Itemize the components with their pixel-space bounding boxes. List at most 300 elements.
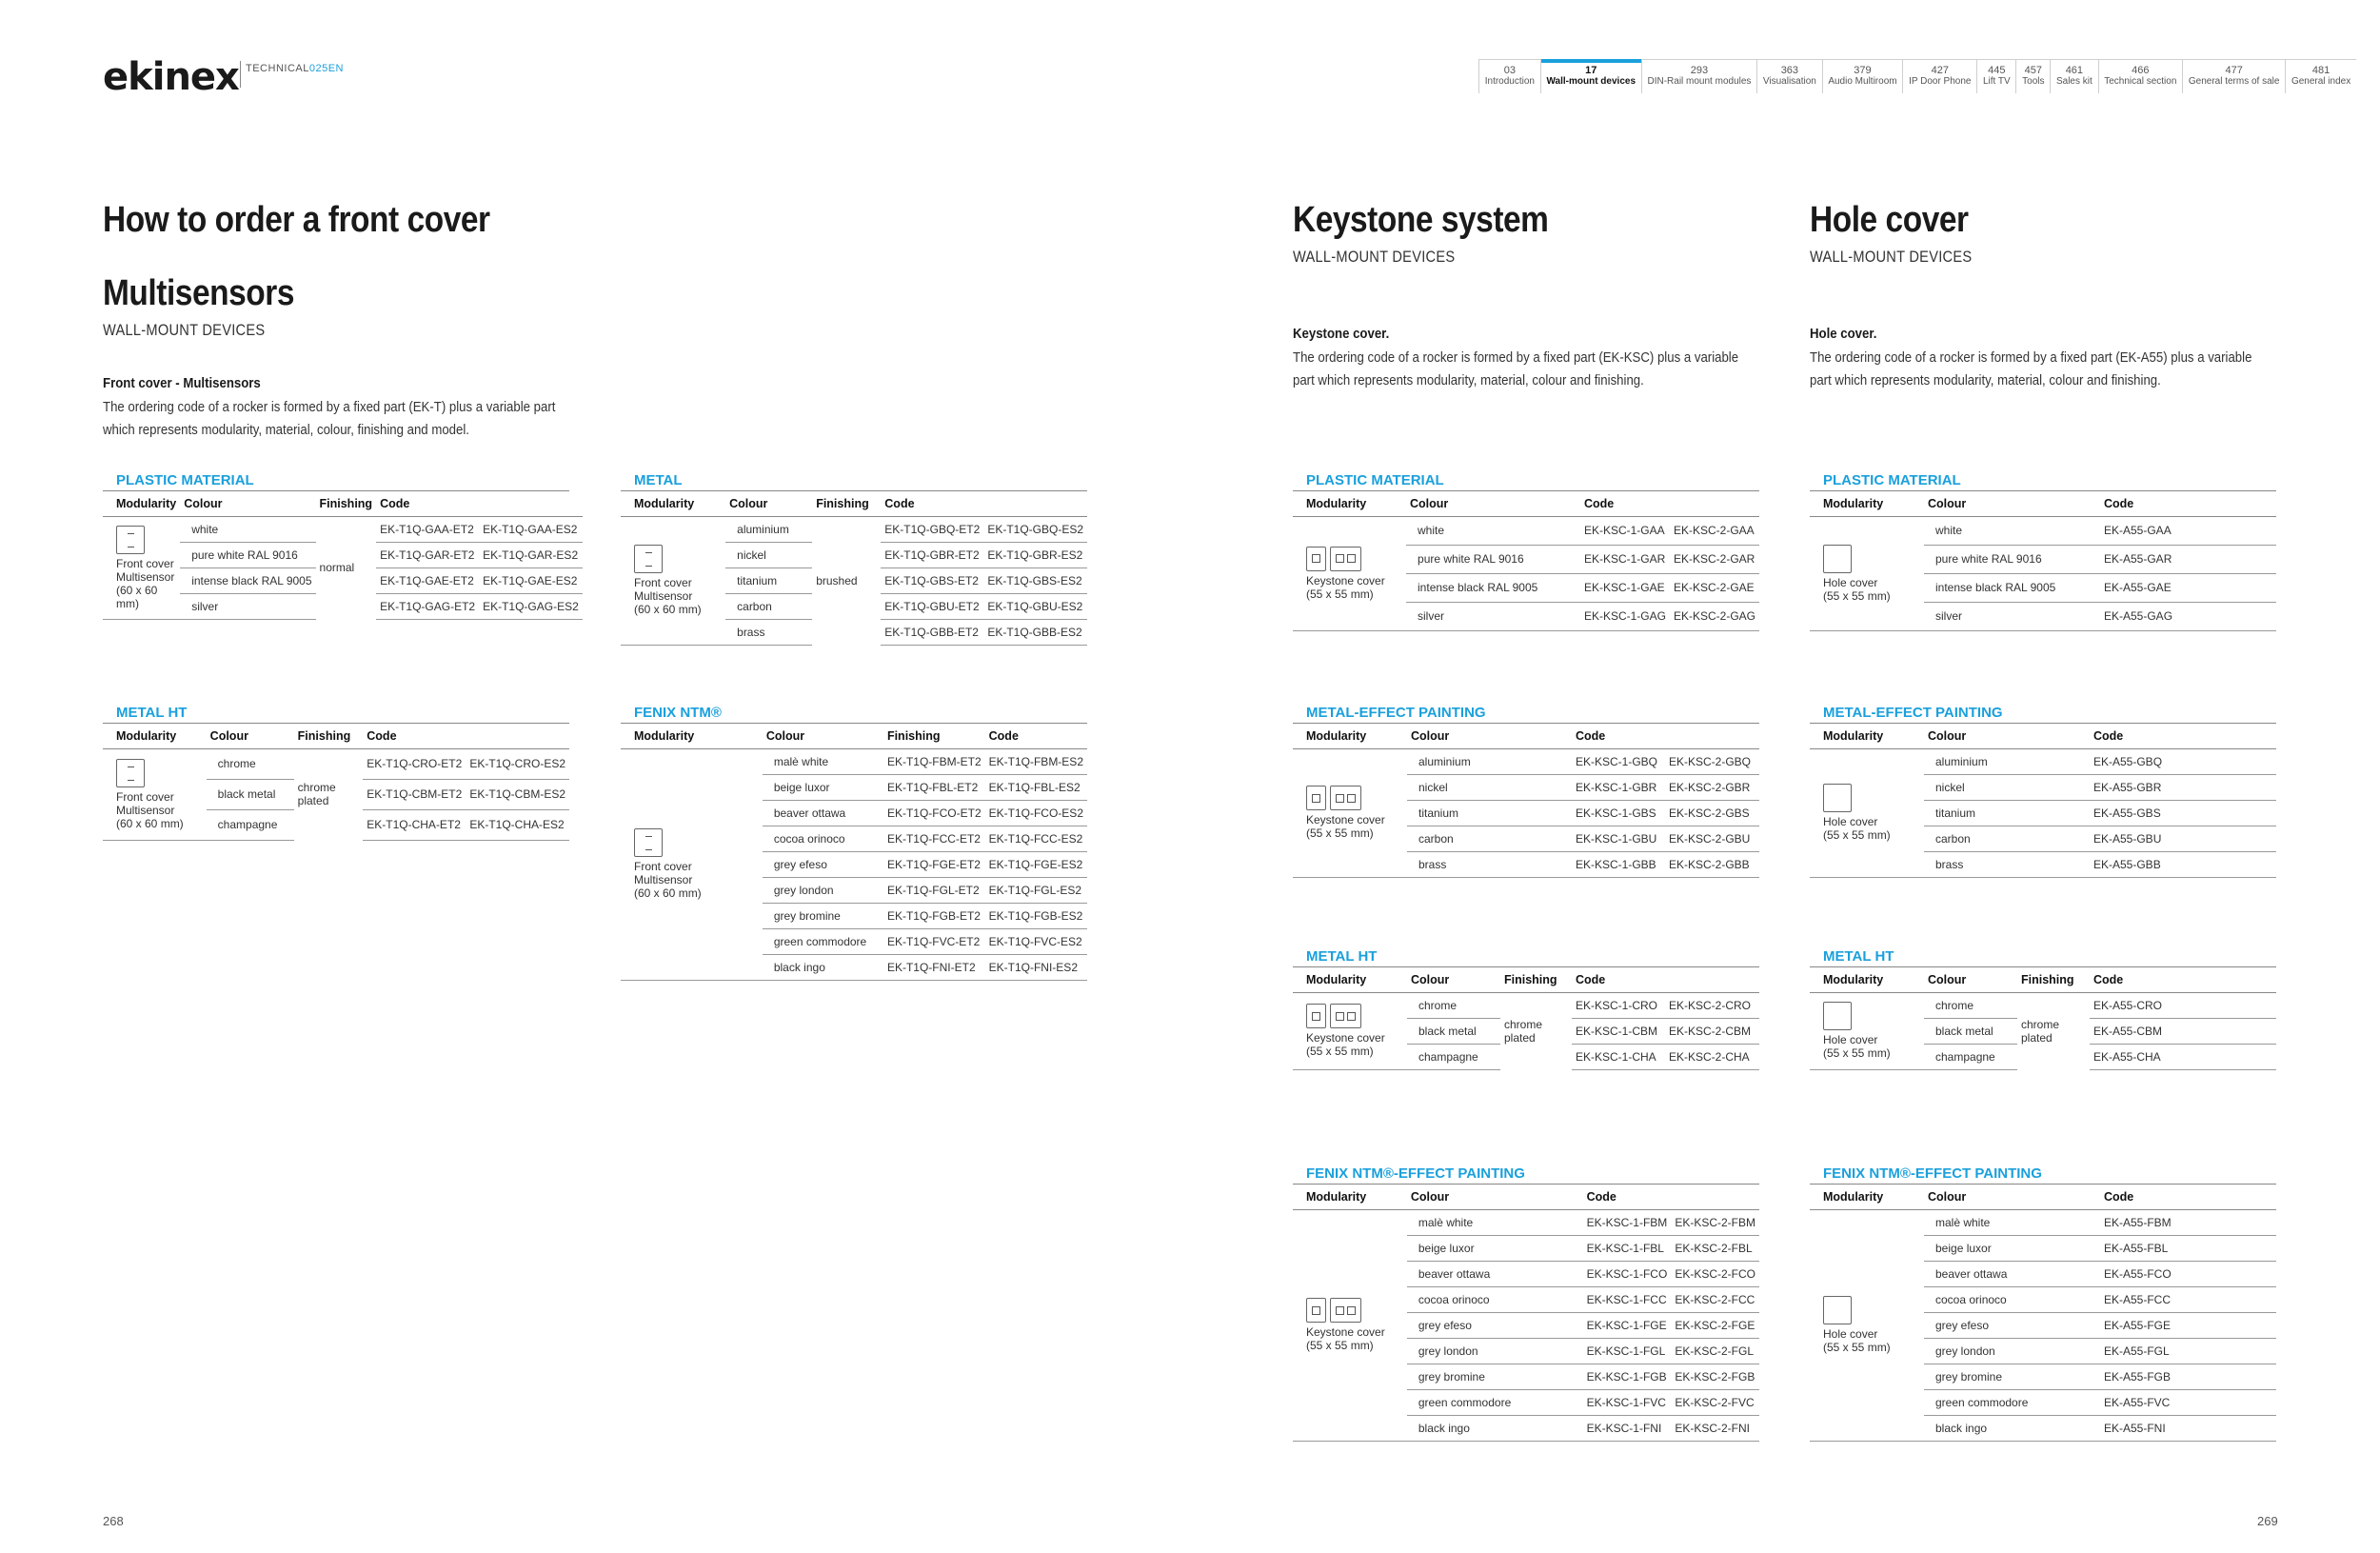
- hole-cover-module-icon: [1823, 1002, 1852, 1030]
- module-label-line: (60 x 60 mm): [116, 583, 158, 610]
- header-code: Code: [1580, 491, 1759, 516]
- colour-cell: chrome: [1924, 992, 2017, 1018]
- modularity-cell: [103, 748, 207, 840]
- module-label-line: Multisensor: [116, 569, 175, 584]
- code-cell: EK-KSC-1-CRO: [1572, 992, 1665, 1018]
- nav-item[interactable]: [2015, 60, 2050, 93]
- colour-cell: black metal: [1407, 1018, 1500, 1044]
- nav-page: 481: [2311, 65, 2330, 76]
- code-cell: EK-T1Q-GBR-ET2: [881, 542, 983, 567]
- colour-cell: carbon: [1924, 826, 2090, 851]
- module-label-line: (55 x 55 mm): [1306, 1045, 1374, 1058]
- colour-cell: silver: [180, 593, 315, 619]
- header-modularity: Modularity: [1293, 967, 1407, 992]
- finishing-cell: [1500, 992, 1572, 1069]
- colour-cell: green commodore: [1407, 1389, 1583, 1415]
- nav-item[interactable]: [1478, 60, 1540, 93]
- table-section-title: PLASTIC MATERIAL: [1810, 470, 2276, 491]
- header-code: Code: [2090, 724, 2276, 748]
- nav-label: Wall-mount devices: [1546, 76, 1636, 87]
- header-colour: Colour: [1406, 491, 1580, 516]
- header-modularity: Modularity: [621, 724, 763, 748]
- colour-cell: pure white RAL 9016: [1406, 545, 1580, 573]
- code-cell: EK-A55-FCC: [2100, 1286, 2276, 1312]
- code-cell: EK-KSC-2-CHA: [1665, 1044, 1759, 1069]
- nav-item[interactable]: [1902, 60, 1976, 93]
- code-cell: EK-KSC-2-FBL: [1671, 1235, 1759, 1261]
- code-cell: EK-T1Q-CHA-ET2: [363, 809, 466, 840]
- code-cell: EK-KSC-1-FBM: [1583, 1209, 1672, 1235]
- header-colour: Colour: [725, 491, 812, 516]
- code-cell: EK-KSC-2-GAG: [1670, 602, 1759, 630]
- finishing-line: plated: [297, 794, 329, 808]
- code-cell: EK-KSC-2-GBR: [1665, 774, 1759, 800]
- code-cell: EK-T1Q-CHA-ES2: [466, 809, 569, 840]
- nav-item[interactable]: [1822, 60, 1903, 93]
- nav-page: 477: [2225, 65, 2243, 76]
- page-number-left: 268: [103, 1514, 124, 1528]
- code-cell: EK-A55-FNI: [2100, 1415, 2276, 1441]
- modularity-cell: [103, 516, 180, 619]
- keystone-2-port-icon: [1330, 547, 1361, 571]
- table-section-title: METAL HT: [1810, 946, 2276, 967]
- colour-cell: grey london: [763, 877, 883, 903]
- code-cell: EK-KSC-1-GAA: [1580, 516, 1670, 545]
- header-modularity: Modularity: [1293, 724, 1407, 748]
- code-cell: EK-KSC-1-FCC: [1583, 1286, 1672, 1312]
- module-label-line: (60 x 60 mm): [116, 816, 184, 830]
- colour-cell: green commodore: [763, 928, 883, 954]
- hole-cover-title: Hole cover: [1810, 200, 1969, 240]
- nav-item[interactable]: [2182, 60, 2285, 93]
- module-label-line: (55 x 55 mm): [1823, 1341, 1891, 1354]
- modularity-cell: [1293, 1209, 1407, 1441]
- table-section-title: METAL-EFFECT PAINTING: [1810, 703, 2276, 724]
- code-cell: EK-T1Q-FCC-ET2: [883, 826, 985, 851]
- colour-cell: pure white RAL 9016: [1924, 545, 2100, 573]
- code-cell: EK-T1Q-GAE-ET2: [376, 567, 479, 593]
- code-cell: EK-KSC-2-FVC: [1671, 1389, 1759, 1415]
- code-cell: EK-KSC-1-GBQ: [1572, 748, 1665, 774]
- finishing-line: plated: [1504, 1030, 1536, 1045]
- code-cell: EK-T1Q-FGL-ET2: [883, 877, 985, 903]
- colour-cell: malè white: [1924, 1209, 2100, 1235]
- nav-item[interactable]: [1976, 60, 2015, 93]
- nav-page: 17: [1585, 65, 1597, 76]
- module-label-line: Hole cover: [1823, 1033, 1878, 1046]
- module-label-line: (55 x 55 mm): [1823, 588, 1891, 603]
- code-cell: EK-T1Q-FVC-ET2: [883, 928, 985, 954]
- table-section-title: METAL: [621, 470, 1087, 491]
- code-cell: EK-KSC-2-GBB: [1665, 851, 1759, 877]
- nav-label: General terms of sale: [2188, 76, 2280, 87]
- code-cell: EK-A55-GBQ: [2090, 748, 2276, 774]
- header-code: Code: [2090, 967, 2276, 992]
- table-section-title: FENIX NTM®: [621, 703, 1087, 724]
- modularity-cell: [1810, 748, 1924, 877]
- table-section-title: METAL HT: [103, 703, 569, 724]
- code-cell: EK-KSC-2-FCO: [1671, 1261, 1759, 1286]
- module-label-line: Multisensor: [634, 589, 693, 603]
- colour-cell: grey london: [1924, 1338, 2100, 1364]
- colour-cell: aluminium: [1924, 748, 2090, 774]
- module-label-line: (55 x 55 mm): [1306, 826, 1374, 840]
- modularity-cell: [1293, 516, 1406, 630]
- nav-label: Introduction: [1484, 76, 1535, 87]
- nav-page: 445: [1988, 65, 2006, 76]
- lead-text: The ordering code of a rocker is formed by a fixed part (EK-T) plus a variable part which represents modularity, material, colour, finishing and model.: [103, 399, 556, 438]
- colour-cell: grey bromine: [763, 903, 883, 928]
- colour-cell: carbon: [725, 593, 812, 619]
- table-row: [1810, 748, 2276, 774]
- hole-cover-module-icon: [1823, 1296, 1852, 1324]
- multisensor-module-icon: [116, 759, 145, 787]
- code-cell: EK-T1Q-GBR-ES2: [983, 542, 1087, 567]
- hole-cover-fenix-table: [1810, 1164, 2276, 1442]
- nav-page: 457: [2024, 65, 2042, 76]
- code-cell: EK-A55-FBM: [2100, 1209, 2276, 1235]
- code-cell: EK-T1Q-GAG-ES2: [479, 593, 583, 619]
- header-colour: Colour: [1924, 967, 2017, 992]
- code-cell: EK-T1Q-GBU-ET2: [881, 593, 983, 619]
- code-cell: EK-T1Q-CBM-ET2: [363, 779, 466, 809]
- nav-item-active[interactable]: [1540, 60, 1641, 93]
- colour-cell: beaver ottawa: [1407, 1261, 1583, 1286]
- colour-cell: black ingo: [1924, 1415, 2100, 1441]
- keystone-2-port-icon: [1330, 1298, 1361, 1323]
- colour-cell: malè white: [763, 748, 883, 774]
- code-cell: EK-KSC-1-FGL: [1583, 1338, 1672, 1364]
- colour-cell: green commodore: [1924, 1389, 2100, 1415]
- nav-item[interactable]: [1756, 60, 1821, 93]
- code-cell: EK-KSC-2-FGE: [1671, 1312, 1759, 1338]
- header-code: Code: [1572, 967, 1759, 992]
- code-cell: EK-T1Q-GAE-ES2: [479, 567, 583, 593]
- colour-cell: grey efeso: [1407, 1312, 1583, 1338]
- nav-page: 427: [1931, 65, 1949, 76]
- colour-cell: chrome: [1407, 992, 1500, 1018]
- table-row: [1810, 992, 2276, 1018]
- colour-cell: cocoa orinoco: [1407, 1286, 1583, 1312]
- hole-cover-metal-ht-table: [1810, 946, 2276, 1070]
- nav-label: Sales kit: [2055, 76, 2092, 87]
- code-cell: EK-A55-GBU: [2090, 826, 2276, 851]
- code-cell: EK-A55-CRO: [2090, 992, 2276, 1018]
- finishing-cell: brushed: [816, 573, 858, 587]
- table-row: [1810, 1209, 2276, 1235]
- modularity-cell: [1293, 748, 1407, 877]
- colour-cell: titanium: [1407, 800, 1572, 826]
- header-code: Code: [2100, 1185, 2276, 1209]
- catalogue-tag: [246, 63, 344, 74]
- code-cell: EK-T1Q-GBQ-ES2: [983, 516, 1087, 542]
- nav-label: General index: [2291, 76, 2351, 87]
- hole-cover-module-icon: [1823, 784, 1852, 812]
- code-cell: EK-KSC-1-CBM: [1572, 1018, 1665, 1044]
- multisensor-plastic-table: [103, 470, 579, 620]
- header-modularity: Modularity: [103, 724, 207, 748]
- header-code: Code: [881, 491, 1087, 516]
- nav-item[interactable]: [2285, 60, 2356, 93]
- colour-cell: cocoa orinoco: [763, 826, 883, 851]
- page-title: How to order a front cover: [103, 200, 490, 240]
- colour-cell: carbon: [1407, 826, 1572, 851]
- hole-cover-metal-effect-table: [1810, 703, 2276, 878]
- header-code: Code: [1572, 724, 1759, 748]
- code-cell: EK-T1Q-GAA-ET2: [376, 516, 479, 542]
- module-label-line: Keystone cover: [1306, 1325, 1385, 1339]
- nav-item[interactable]: [1641, 60, 1756, 93]
- code-cell: EK-T1Q-FCC-ES2: [985, 826, 1087, 851]
- nav-page: 03: [1503, 65, 1516, 76]
- multisensor-module-icon: [634, 828, 663, 857]
- code-cell: EK-T1Q-CBM-ES2: [466, 779, 569, 809]
- colour-cell: grey bromine: [1924, 1364, 2100, 1389]
- header-modularity: Modularity: [1810, 724, 1924, 748]
- hole-cover-category: WALL-MOUNT DEVICES: [1810, 248, 1973, 266]
- code-cell: EK-T1Q-FNI-ET2: [883, 954, 985, 980]
- header-modularity: Modularity: [1293, 1185, 1407, 1209]
- code-cell: EK-KSC-2-FBM: [1671, 1209, 1759, 1235]
- code-cell: EK-KSC-1-GBB: [1572, 851, 1665, 877]
- colour-cell: silver: [1406, 602, 1580, 630]
- module-label-line: Keystone cover: [1306, 573, 1385, 587]
- nav-label: DIN-Rail mount modules: [1647, 76, 1752, 87]
- nav-label: Technical section: [2104, 76, 2177, 87]
- header-code: Code: [1583, 1185, 1759, 1209]
- code-cell: EK-T1Q-GAR-ET2: [376, 542, 479, 567]
- colour-cell: grey efeso: [1924, 1312, 2100, 1338]
- table-row: [1293, 516, 1759, 545]
- header-modularity: Modularity: [103, 491, 180, 516]
- header-colour: Colour: [207, 724, 294, 748]
- table-section-title: PLASTIC MATERIAL: [1293, 470, 1759, 491]
- code-cell: EK-T1Q-GAA-ES2: [479, 516, 583, 542]
- code-cell: EK-KSC-1-GBR: [1572, 774, 1665, 800]
- colour-cell: black metal: [1924, 1018, 2017, 1044]
- code-cell: EK-KSC-1-FGE: [1583, 1312, 1672, 1338]
- nav-label: Tools: [2022, 76, 2045, 87]
- code-cell: EK-A55-FGB: [2100, 1364, 2276, 1389]
- colour-cell: intense black RAL 9005: [180, 567, 315, 593]
- header-modularity: Modularity: [1810, 1185, 1924, 1209]
- colour-cell: malè white: [1407, 1209, 1583, 1235]
- section-title: Multisensors: [103, 273, 294, 313]
- nav-page: 379: [1854, 65, 1872, 76]
- colour-cell: titanium: [725, 567, 812, 593]
- nav-label: IP Door Phone: [1909, 76, 1972, 87]
- table-section-title: FENIX NTM®-EFFECT PAINTING: [1810, 1164, 2276, 1185]
- code-cell: EK-T1Q-FCO-ES2: [985, 800, 1087, 826]
- code-cell: EK-KSC-2-CBM: [1665, 1018, 1759, 1044]
- module-label-line: Multisensor: [634, 873, 693, 886]
- chapter-nav: [1478, 59, 2356, 93]
- code-cell: EK-T1Q-FBM-ET2: [883, 748, 985, 774]
- keystone-fenix-table: [1293, 1164, 1759, 1442]
- code-cell: EK-T1Q-GBS-ES2: [983, 567, 1087, 593]
- nav-label: Visualisation: [1762, 76, 1816, 87]
- table-section-title: FENIX NTM®-EFFECT PAINTING: [1293, 1164, 1759, 1185]
- module-label-line: (55 x 55 mm): [1306, 587, 1374, 601]
- keystone-1-port-icon: [1306, 547, 1326, 571]
- modularity-cell: [1810, 1209, 1924, 1441]
- keystone-plastic-table: [1293, 470, 1759, 631]
- keystone-2-port-icon: [1330, 786, 1361, 810]
- module-label-line: Keystone cover: [1306, 1031, 1385, 1045]
- code-cell: EK-KSC-2-FGL: [1671, 1338, 1759, 1364]
- keystone-metal-effect-table: [1293, 703, 1759, 878]
- multisensor-metal-ht-table: [103, 703, 569, 841]
- finishing-line: chrome: [2021, 1017, 2060, 1031]
- nav-page: 466: [2132, 65, 2150, 76]
- colour-cell: champagne: [1407, 1044, 1500, 1069]
- catalogue-tag-code: 025EN: [308, 63, 344, 74]
- header-finishing: Finishing: [1500, 967, 1572, 992]
- module-label-line: (60 x 60 mm): [634, 886, 702, 900]
- code-cell: EK-A55-GBS: [2090, 800, 2276, 826]
- colour-cell: pure white RAL 9016: [180, 542, 315, 567]
- code-cell: EK-KSC-2-GBQ: [1665, 748, 1759, 774]
- keystone-title: Keystone system: [1293, 200, 1549, 240]
- table-row: [1293, 748, 1759, 774]
- keystone-metal-ht-table: [1293, 946, 1759, 1070]
- colour-cell: brass: [1407, 851, 1572, 877]
- code-cell: EK-T1Q-FBM-ES2: [985, 748, 1087, 774]
- code-cell: EK-A55-FVC: [2100, 1389, 2276, 1415]
- code-cell: EK-KSC-2-GAE: [1670, 573, 1759, 602]
- table-row: [103, 516, 583, 542]
- code-cell: EK-A55-FBL: [2100, 1235, 2276, 1261]
- module-label-line: Front cover: [634, 576, 692, 589]
- multisensor-module-icon: [116, 526, 145, 554]
- code-cell: EK-A55-GAA: [2100, 516, 2276, 545]
- module-label-line: Keystone cover: [1306, 813, 1385, 826]
- colour-cell: champagne: [207, 809, 294, 840]
- header-finishing: Finishing: [883, 724, 985, 748]
- header-code: Code: [2100, 491, 2276, 516]
- code-cell: EK-T1Q-FGB-ET2: [883, 903, 985, 928]
- code-cell: EK-KSC-1-GAE: [1580, 573, 1670, 602]
- table-row: [621, 516, 1087, 542]
- colour-cell: beaver ottawa: [763, 800, 883, 826]
- module-label-line: (55 x 55 mm): [1823, 828, 1891, 842]
- nav-page: 363: [1780, 65, 1799, 76]
- keystone-1-port-icon: [1306, 786, 1326, 810]
- header-code: Code: [985, 724, 1087, 748]
- modularity-cell: [1810, 992, 1924, 1069]
- colour-cell: champagne: [1924, 1044, 2017, 1069]
- hole-cover-module-icon: [1823, 545, 1852, 573]
- code-cell: EK-T1Q-FGE-ES2: [985, 851, 1087, 877]
- ekinex-logo: ekinex: [103, 55, 239, 99]
- colour-cell: brass: [725, 619, 812, 645]
- finishing-line: plated: [2021, 1030, 2053, 1045]
- code-cell: EK-KSC-2-FGB: [1671, 1364, 1759, 1389]
- keystone-lead-title: Keystone cover.: [1293, 326, 1390, 342]
- code-cell: EK-KSC-1-FCO: [1583, 1261, 1672, 1286]
- colour-cell: grey efeso: [763, 851, 883, 877]
- nav-item[interactable]: [2098, 60, 2183, 93]
- colour-cell: aluminium: [725, 516, 812, 542]
- code-cell: EK-T1Q-FGB-ES2: [985, 903, 1087, 928]
- nav-item[interactable]: [2050, 60, 2097, 93]
- colour-cell: white: [1924, 516, 2100, 545]
- table-section-title: PLASTIC MATERIAL: [103, 470, 569, 491]
- code-cell: EK-KSC-2-CRO: [1665, 992, 1759, 1018]
- code-cell: EK-KSC-2-GAA: [1670, 516, 1759, 545]
- code-cell: EK-A55-GAE: [2100, 573, 2276, 602]
- catalogue-tag-prefix: TECHNICAL: [246, 63, 309, 74]
- code-cell: EK-T1Q-FBL-ET2: [883, 774, 985, 800]
- header-finishing: Finishing: [316, 491, 377, 516]
- colour-cell: chrome: [207, 748, 294, 779]
- code-cell: EK-KSC-1-FBL: [1583, 1235, 1672, 1261]
- keystone-category: WALL-MOUNT DEVICES: [1293, 248, 1456, 266]
- modularity-cell: [1810, 516, 1924, 630]
- code-cell: EK-T1Q-FGE-ET2: [883, 851, 985, 877]
- logo-divider: [240, 61, 241, 88]
- module-label-line: (55 x 55 mm): [1306, 1339, 1374, 1352]
- code-cell: EK-A55-GAG: [2100, 602, 2276, 630]
- header-modularity: Modularity: [1810, 491, 1924, 516]
- code-cell: EK-T1Q-GBS-ET2: [881, 567, 983, 593]
- nav-page: 293: [1690, 65, 1709, 76]
- table-section-title: METAL HT: [1293, 946, 1759, 967]
- module-label-line: Multisensor: [116, 803, 175, 817]
- table-row: [621, 748, 1087, 774]
- colour-cell: aluminium: [1407, 748, 1572, 774]
- multisensor-module-icon: [634, 545, 663, 573]
- header-colour: Colour: [1407, 1185, 1583, 1209]
- code-cell: EK-KSC-1-FVC: [1583, 1389, 1672, 1415]
- modularity-cell: [1293, 992, 1407, 1069]
- colour-cell: intense black RAL 9005: [1406, 573, 1580, 602]
- code-cell: EK-KSC-1-CHA: [1572, 1044, 1665, 1069]
- code-cell: EK-T1Q-GBQ-ET2: [881, 516, 983, 542]
- multisensor-metal-table: [621, 470, 1087, 646]
- code-cell: EK-A55-GAR: [2100, 545, 2276, 573]
- header-colour: Colour: [1407, 967, 1500, 992]
- colour-cell: black metal: [207, 779, 294, 809]
- code-cell: EK-T1Q-FGL-ES2: [985, 877, 1087, 903]
- table-row: [103, 748, 569, 779]
- colour-cell: cocoa orinoco: [1924, 1286, 2100, 1312]
- module-label-line: Front cover: [634, 860, 692, 873]
- table-section-title: METAL-EFFECT PAINTING: [1293, 703, 1759, 724]
- code-cell: EK-T1Q-FNI-ES2: [985, 954, 1087, 980]
- code-cell: EK-KSC-1-GBS: [1572, 800, 1665, 826]
- page-number-right: 269: [2257, 1514, 2278, 1528]
- header-modularity: Modularity: [1810, 967, 1924, 992]
- colour-cell: silver: [1924, 602, 2100, 630]
- finishing-line: chrome: [297, 781, 336, 795]
- header-modularity: Modularity: [1293, 491, 1406, 516]
- header-colour: Colour: [1924, 491, 2100, 516]
- hole-cover-plastic-table: [1810, 470, 2276, 631]
- header-colour: Colour: [180, 491, 315, 516]
- header-colour: Colour: [1407, 724, 1572, 748]
- header-code: Code: [363, 724, 569, 748]
- colour-cell: grey london: [1407, 1338, 1583, 1364]
- hole-cover-lead-text: The ordering code of a rocker is formed by a fixed part (EK-A55) plus a variable part which represents modularity, material, colour and finishing.: [1810, 349, 2252, 388]
- table-row: [1293, 992, 1759, 1018]
- table-row: [1293, 1209, 1759, 1235]
- header-finishing: Finishing: [812, 491, 881, 516]
- code-cell: EK-KSC-1-FGB: [1583, 1364, 1672, 1389]
- module-label-line: Hole cover: [1823, 1327, 1878, 1341]
- colour-cell: nickel: [725, 542, 812, 567]
- code-cell: EK-T1Q-FVC-ES2: [985, 928, 1087, 954]
